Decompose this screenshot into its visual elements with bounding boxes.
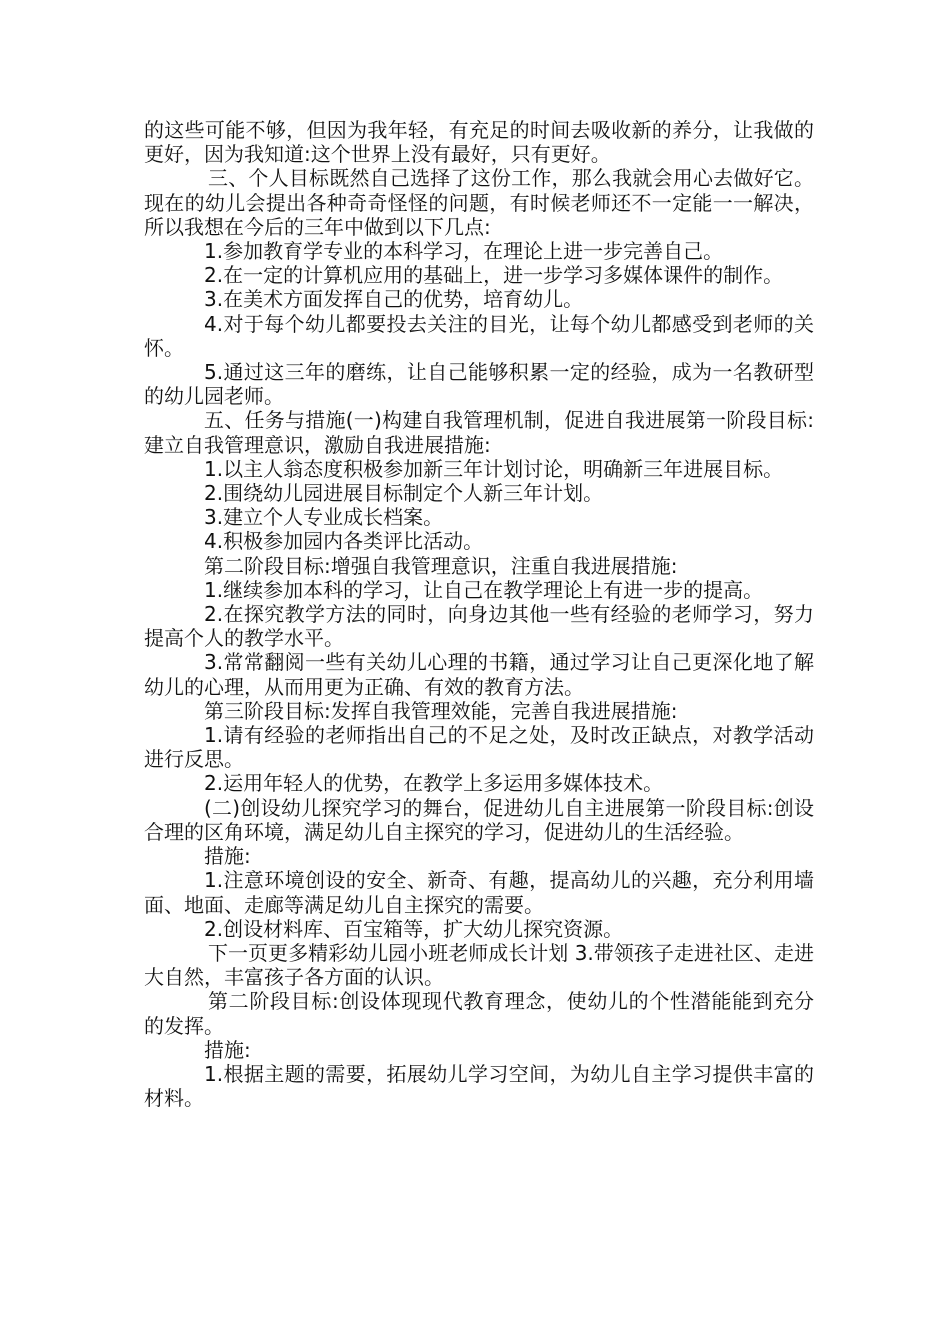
section-heading: (二)创设幼儿探究学习的舞台，促进幼儿自主进展第一阶段目标:创设合理的区角环境，满足幼儿自主探究的学习，促进幼儿的生活经验。 — [144, 795, 814, 844]
stage-heading: 第三阶段目标:发挥自我管理效能，完善自我进展措施: — [204, 698, 678, 723]
list-item: 3.常常翻阅一些有关幼儿心理的书籍，通过学习让自己更深化地了解幼儿的心理，从而用更为正确、有效的教育方法。 — [144, 650, 814, 699]
stage-heading: 第二阶段目标:创设体现现代教育理念，使幼儿的个性潜能能到充分的发挥。 — [144, 989, 814, 1038]
paragraph: 三、个人目标既然自己选择了这份工作，那么我就会用心去做好它。现在的幼儿会提出各种奇奇怪怪的问题，有时候老师还不一定能一一解决，所以我想在今后的三年中做到以下几点: — [144, 166, 814, 239]
list-item: 1.根据主题的需要，拓展幼儿学习空间，为幼儿自主学习提供丰富的材料。 — [144, 1061, 814, 1111]
list-item: 3.在美术方面发挥自己的优势，培育幼儿。 — [204, 287, 584, 312]
measures-label: 措施: — [204, 1037, 251, 1062]
list-item: 1.以主人翁态度积极参加新三年计划讨论，明确新三年进展目标。 — [204, 456, 784, 481]
list-item: 5.通过这三年的磨练，让自己能够积累一定的经验，成为一名教研型的幼儿园老师。 — [144, 360, 814, 409]
list-item: 1.注意环境创设的安全、新奇、有趣，提高幼儿的兴趣，充分利用墙面、地面、走廊等满足幼儿自主探究的需要。 — [144, 868, 814, 917]
list-item: 4.积极参加园内各类评比活动。 — [204, 529, 484, 554]
section-heading: 五、任务与措施(一)构建自我管理机制，促进自我进展第一阶段目标:建立自我管理意识，激励自我进展措施: — [144, 408, 814, 457]
list-item: 2.创设材料库、百宝箱等，扩大幼儿探究资源。 — [204, 916, 624, 941]
list-item: 2.围绕幼儿园进展目标制定个人新三年计划。 — [204, 481, 604, 506]
list-item: 1.参加教育学专业的本科学习，在理论上进一步完善自己。 — [204, 239, 724, 264]
list-item: 2.运用年轻人的优势，在教学上多运用多媒体技术。 — [204, 771, 664, 796]
list-item: 1.继续参加本科的学习，让自己在教学理论上有进一步的提高。 — [204, 577, 764, 602]
paragraph: 的这些可能不够，但因为我年轻，有充足的时间去吸收新的养分，让我做的更好，因为我知道:这个世界上没有最好，只有更好。 — [144, 118, 814, 167]
document-page — [144, 118, 814, 1110]
list-item: 1.请有经验的老师指出自己的不足之处，及时改正缺点，对教学活动进行反思。 — [144, 723, 814, 772]
paragraph: 下一页更多精彩幼儿园小班老师成长计划 3.带领孩子走进社区、走进大自然，丰富孩子各方面的认识。 — [144, 940, 814, 990]
list-item: 4.对于每个幼儿都要投去关注的目光，让每个幼儿都感受到老师的关怀。 — [144, 311, 814, 360]
list-item: 2.在探究教学方法的同时，向身边其他一些有经验的老师学习，努力提高个人的教学水平。 — [144, 602, 814, 651]
stage-heading: 第二阶段目标:增强自我管理意识，注重自我进展措施: — [204, 553, 678, 578]
list-item: 3.建立个人专业成长档案。 — [204, 505, 444, 530]
measures-label: 措施: — [204, 844, 251, 869]
list-item: 2.在一定的计算机应用的基础上，进一步学习多媒体课件的制作。 — [204, 263, 784, 288]
